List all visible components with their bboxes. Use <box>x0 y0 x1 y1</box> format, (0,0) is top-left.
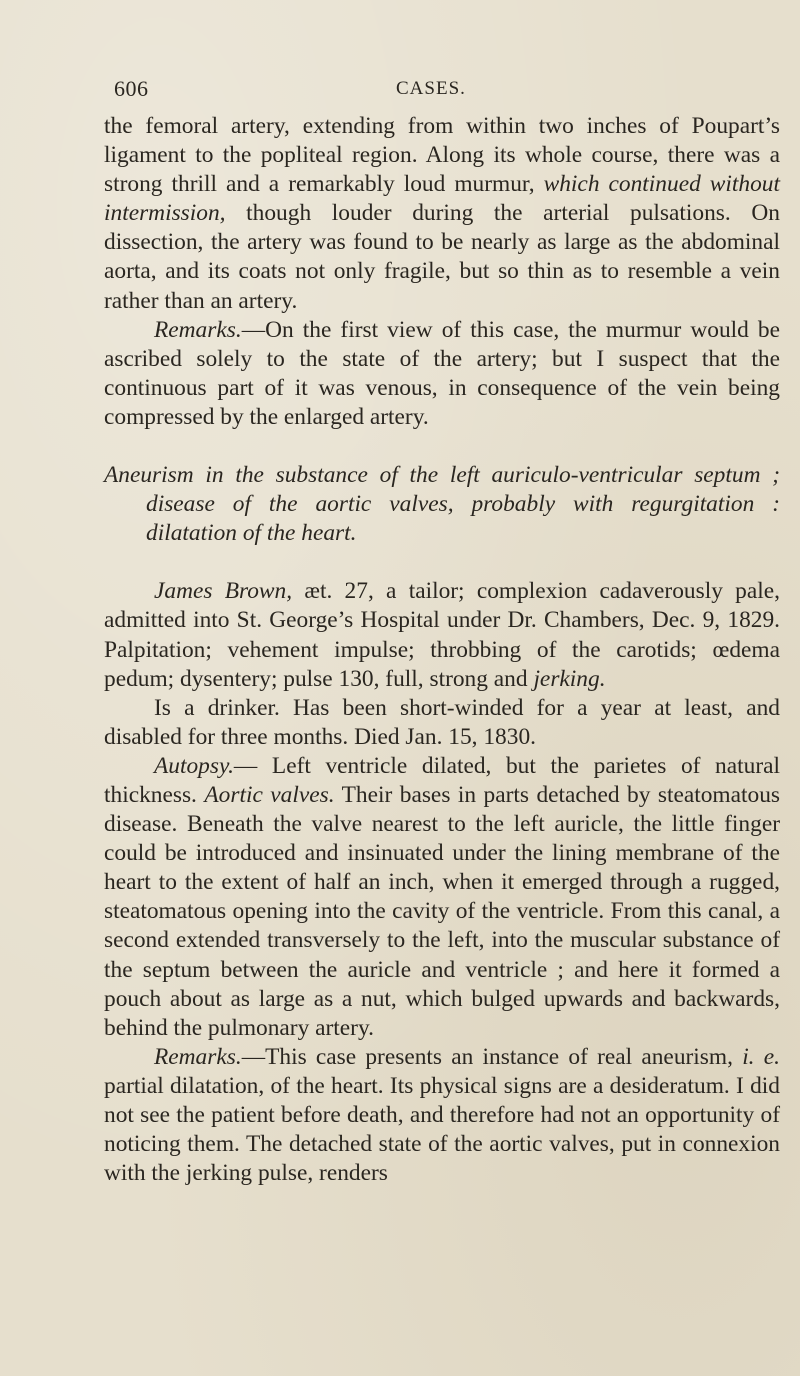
paragraph-history: Is a drinker. Has been short-winded for a year at least, and disabled for three months. Died Jan. 15, 1830. <box>104 694 780 750</box>
paragraph-femoral-artery: the femoral artery, extending from within two inches of Poupart’s ligament to the popliteal region. Along its whole course, there was a strong thrill and a remarkably loud murmur, which continued without intermission, though louder during the arterial pulsations. On dissection, the artery was found to be nearly as large as the abdominal aorta, and its coats not only fragile, but so thin as to resemble a vein rather than an artery. <box>104 113 780 314</box>
italic-phrase: i. e. <box>742 1043 780 1070</box>
running-head <box>104 72 780 112</box>
italic-phrase: Aortic valves. <box>204 781 335 808</box>
patient-name: James Brown, <box>154 578 293 605</box>
paragraph-autopsy: Autopsy.— Left ventricle dilated, but the parietes of natural thickness. Aortic valves. Their bases in parts detached by steatomatous disease. Beneath the valve nearest to the left auricle, the little finger could be introduced and insinuated under the lining membrane of the heart to the extent of half an inch, when it emerged through a rugged, steatomatous opening into the cavity of the ventricle. From this canal, a second extended transversely to the left, into the muscular substance of the septum between the auricle and ventricle ; and here it formed a pouch about as large as a nut, which bulged upwards and backwards, behind the pulmonary artery. <box>104 752 780 1041</box>
paragraph-case-intro: James Brown, æt. 27, a tailor; complexion cadaverously pale, admitted into St. George’s Hospital under Dr. Chambers, Dec. 9, 1829. Palpitation; vehement impulse; throbbing of the carotids; œdema pedum; dysentery; pulse 130, full, strong and jerking. <box>104 578 780 692</box>
case-heading: Aneurism in the substance of the left auriculo-ventricular septum ; disease of the aortic valves, probably with regurgitation : dilatation of the heart. <box>104 462 780 547</box>
paragraph-remarks-2: Remarks.—This case presents an instance of real aneurism, i. e. partial dilatation, of the heart. Its physical signs are a desideratum. I did not see the patient before death, and therefore had not an opportunity of noticing them. The detached state of the aortic valves, put in connexion with the jerking pulse, renders <box>104 1043 780 1187</box>
running-title: CASES. <box>396 78 466 99</box>
book-page <box>104 72 780 1188</box>
paragraph-remarks-1: Remarks.—On the first view of this case, the murmur would be ascribed solely to the state of the artery; but I suspect that the continuous part of it was venous, in consequence of the vein being compressed by the enlarged artery. <box>104 316 780 430</box>
body-text <box>104 112 780 1188</box>
italic-phrase: jerking. <box>533 665 606 692</box>
remarks-lead: Remarks. <box>154 316 242 343</box>
section-gap <box>104 432 780 461</box>
autopsy-lead: Autopsy. <box>154 752 234 779</box>
page-number: 606 <box>114 76 149 101</box>
section-gap <box>104 548 780 577</box>
italic-phrase: which continued without intermission, <box>104 171 780 227</box>
remarks-lead: Remarks. <box>154 1043 242 1070</box>
